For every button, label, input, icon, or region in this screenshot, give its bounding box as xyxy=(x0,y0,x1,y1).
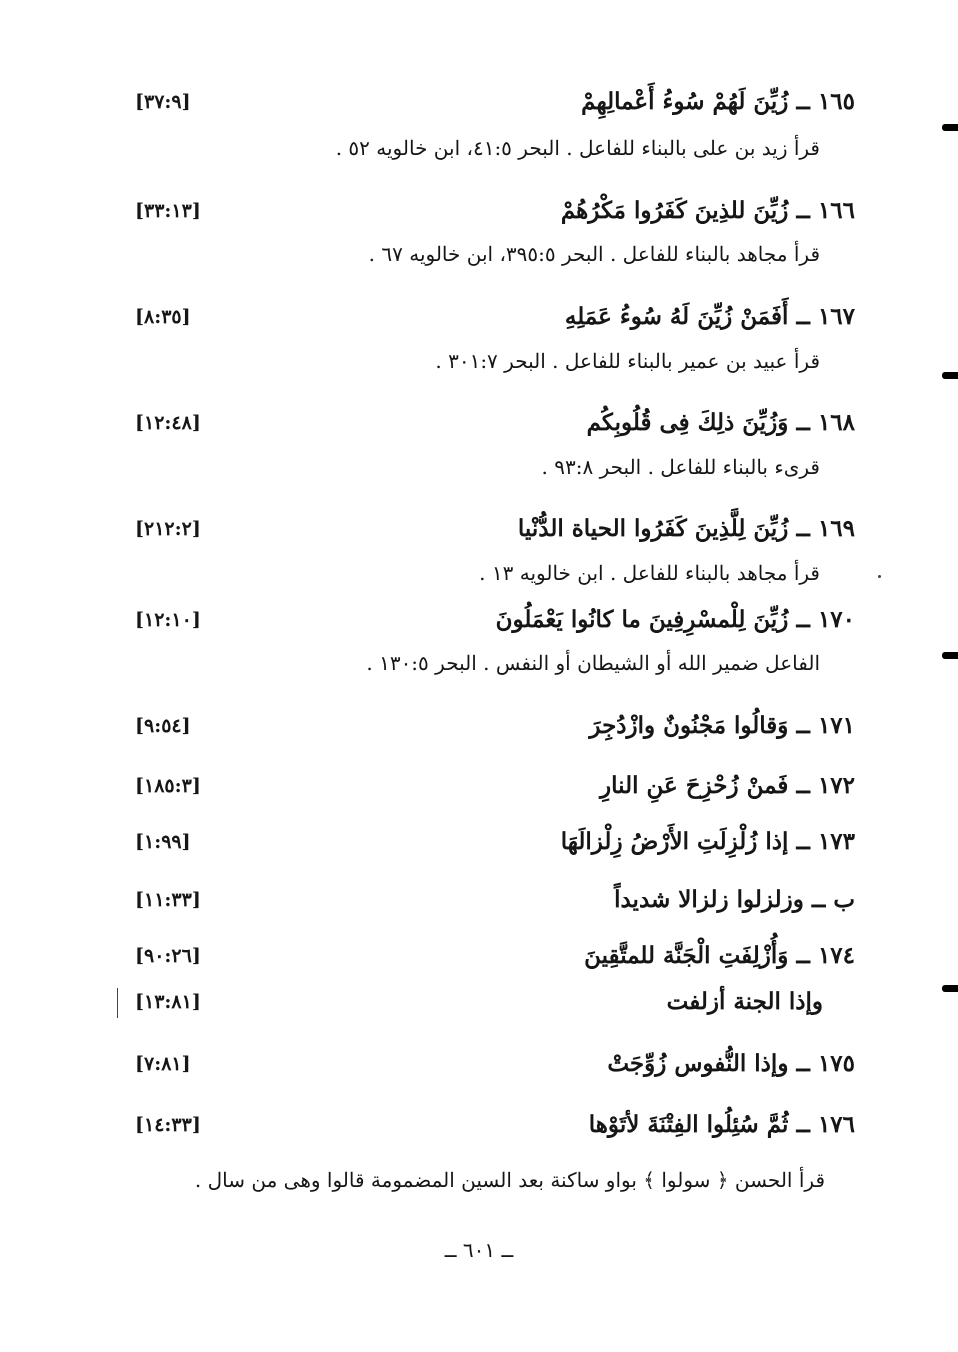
entry-173-b xyxy=(120,878,855,922)
verse-reference: [٣٣:١٣] xyxy=(135,200,201,222)
verse-reference: [١٣:٨١] xyxy=(135,991,201,1013)
verse-reference: [٧:٨١] xyxy=(135,1053,191,1075)
note-text: قرأ زيد بن على بالبناء للفاعل . البحر ٤١:٥، ابن خالويه ٥٢ . xyxy=(335,136,820,160)
entry-number: ١٧٤ xyxy=(817,942,855,969)
verse-reference: [١٤:٣٣] xyxy=(135,1114,201,1136)
entry-dash: ــ xyxy=(796,1111,810,1138)
entry-168 xyxy=(120,401,855,445)
verse-line xyxy=(561,820,855,864)
verse-text: وَزُيِّنَ ذلِكَ فِى قُلُوبِكُم xyxy=(586,409,789,436)
entry-170 xyxy=(120,598,855,642)
verse-text: وإذا النُّفوس زُوِّجَتْ xyxy=(607,1050,789,1077)
note-165 xyxy=(120,128,820,168)
note-169 xyxy=(120,553,820,593)
entry-169 xyxy=(120,507,855,551)
verse-text: وإذا الجنة أزلفت xyxy=(666,988,823,1015)
entry-dash: ــ xyxy=(796,197,810,224)
stray-pen-mark xyxy=(117,988,118,1018)
verse-reference: [٣٧:٩] xyxy=(135,91,191,113)
verse-line xyxy=(518,507,855,551)
note-text: قرأ عبيد بن عمير بالبناء للفاعل . البحر ٣٠١:٧ . xyxy=(435,349,820,373)
verse-text: زُيِّنَ للذِينَ كَفَرُوا مَكْرُهُمْ xyxy=(560,197,789,224)
verse-reference: [١٨٥:٣] xyxy=(135,775,201,797)
verse-reference: [٩٠:٢٦] xyxy=(135,945,201,967)
verse-line xyxy=(607,1042,855,1086)
entry-dash: ــ xyxy=(796,88,810,115)
verse-line xyxy=(589,1103,855,1147)
entry-number: ١٧٠ xyxy=(817,606,855,633)
entry-dash: ــ xyxy=(811,886,826,913)
entry-dash: ــ xyxy=(796,828,810,855)
entry-dash: ــ xyxy=(796,606,810,633)
entry-number: ١٧٣ xyxy=(817,828,855,855)
entry-dash: ــ xyxy=(796,772,810,799)
verse-line xyxy=(581,80,855,124)
verse-reference: [١:٩٩] xyxy=(135,831,191,853)
final-note-text: قرأ الحسن ﴿ سولوا ﴾ بواو ساكنة بعد السين المضمومة قالوا وهى من سال . xyxy=(194,1168,825,1192)
verse-reference: [١٢:١٠] xyxy=(135,609,201,631)
verse-line xyxy=(587,401,855,445)
entry-number: ١٧٦ xyxy=(817,1111,855,1138)
verse-reference: [٩:٥٤] xyxy=(135,715,191,737)
verse-line xyxy=(589,704,855,748)
entry-number: ١٦٦ xyxy=(817,197,855,224)
scan-edge-mark xyxy=(942,124,958,131)
verse-line xyxy=(565,295,855,339)
note-text: قرىء بالبناء للفاعل . البحر ٩٣:٨ . xyxy=(541,455,820,479)
verse-text: ثُمَّ سُئِلُوا الفِتْنَةَ لأتَوْها xyxy=(588,1111,789,1138)
entry-165 xyxy=(120,80,855,124)
verse-line xyxy=(600,764,855,808)
verse-text: زُيِّنَ لَهُمْ سُوءُ أَعْمالِهِمْ xyxy=(581,88,789,115)
verse-text: زُيِّنَ لِلَّذِينَ كَفَرُوا الحياة الدُّنْيا xyxy=(517,515,789,542)
scan-edge-mark xyxy=(942,652,958,659)
final-note xyxy=(120,1160,825,1200)
verse-text: أَفَمَنْ زُيِّنَ لَهُ سُوءُ عَمَلِهِ xyxy=(564,303,789,330)
entry-number: ١٦٧ xyxy=(817,303,855,330)
entry-172 xyxy=(120,764,855,808)
entry-number: ١٦٩ xyxy=(817,515,855,542)
entry-dash: ــ xyxy=(796,1050,810,1077)
entry-174-sub xyxy=(120,980,855,1024)
entry-number: ١٧٥ xyxy=(817,1050,855,1077)
verse-line xyxy=(496,598,855,642)
verse-reference: [١١:٣٣] xyxy=(135,889,201,911)
entry-dash: ــ xyxy=(796,409,810,436)
entry-dash: ــ xyxy=(796,303,810,330)
entry-167 xyxy=(120,295,855,339)
scan-edge-mark xyxy=(942,985,958,992)
verse-text: وَأُزْلِفَتِ الْجَنَّة للمتَّقِينَ xyxy=(584,942,789,969)
note-text: قرأ مجاهد بالبناء للفاعل . ابن خالويه ١٣ . xyxy=(479,561,820,585)
note-167 xyxy=(120,341,820,381)
entry-number: ١٦٥ xyxy=(817,88,855,115)
verse-text: زُيِّنَ لِلْمسْرِفِينَ ما كانُوا يَعْمَلُونَ xyxy=(495,606,789,633)
entry-number: ١٧١ xyxy=(817,712,855,739)
entry-171 xyxy=(120,704,855,748)
scan-edge-mark xyxy=(942,372,958,379)
entry-174 xyxy=(120,934,855,978)
verse-text: وزلزلوا زلزالا شديداً xyxy=(614,886,804,913)
stray-dot xyxy=(878,575,881,578)
note-text: الفاعل ضمير الله أو الشيطان أو النفس . البحر ١٣٠:٥ . xyxy=(366,651,820,675)
note-168 xyxy=(120,447,820,487)
verse-line xyxy=(561,189,855,233)
verse-text: وَقالُوا مَجْنُونٌ وازْدُجِرَ xyxy=(589,712,789,739)
verse-text: فَمنْ زُحْزِحَ عَنِ النارِ xyxy=(600,772,789,799)
entry-176 xyxy=(120,1103,855,1147)
page-number: ــ ٦٠١ ــ xyxy=(444,1238,514,1262)
entry-dash: ــ xyxy=(796,712,810,739)
entry-166 xyxy=(120,189,855,233)
entry-number: ١٦٨ xyxy=(817,409,855,436)
verse-line xyxy=(667,980,823,1024)
entry-number: ب xyxy=(833,886,855,913)
verse-reference: [٨:٣٥] xyxy=(135,306,191,328)
entry-number: ١٧٢ xyxy=(817,772,855,799)
note-166 xyxy=(120,234,820,274)
entry-dash: ــ xyxy=(796,942,810,969)
entry-dash: ــ xyxy=(796,515,810,542)
entry-175 xyxy=(120,1042,855,1086)
verse-line xyxy=(614,878,855,922)
verse-text: إذا زُلْزِلَتِ الأَرْضُ زِلْزالَهَا xyxy=(560,828,789,855)
verse-reference: [٢١٢:٢] xyxy=(135,518,201,540)
entry-173 xyxy=(120,820,855,864)
verse-reference: [١٢:٤٨] xyxy=(135,412,201,434)
verse-line xyxy=(584,934,855,978)
note-text: قرأ مجاهد بالبناء للفاعل . البحر ٣٩٥:٥، ابن خالويه ٦٧ . xyxy=(368,242,820,266)
note-170 xyxy=(120,643,820,683)
